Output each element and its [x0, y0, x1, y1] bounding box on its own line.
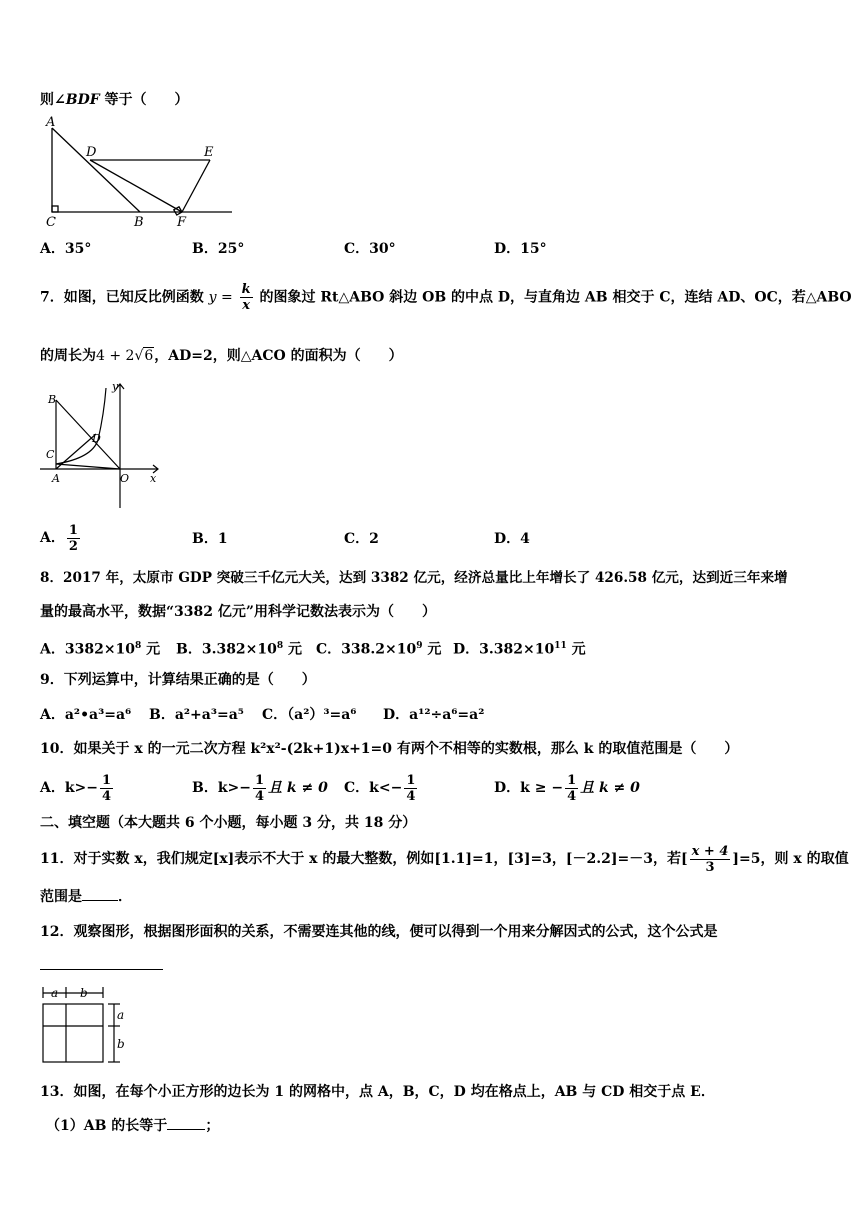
- q9-option-b: B．a²+a³=a⁵: [149, 707, 244, 723]
- q10-option-c: C．k<− $\frac{1}{4}$: [344, 772, 416, 804]
- q6-label-B: B: [134, 215, 144, 230]
- q6-option-a: A．35°: [40, 241, 92, 257]
- q13-stem: 13．如图，在每个小正方形的边长为 1 的网格中，点 A，B，C，D 均在格点上，AB 与 CD 相交于点 E．: [40, 1084, 715, 1100]
- q6-label-E: E: [204, 145, 214, 160]
- q6-label-C: C: [46, 215, 56, 230]
- q10-option-d: D．k ≥ − $\frac{1}{4}$ 且 k ≠ 0: [494, 772, 640, 804]
- q12-figure: [40, 984, 140, 1068]
- q7-option-d: D．4: [494, 531, 530, 547]
- q13-answer-blank[interactable]: [167, 1129, 205, 1130]
- q8-option-c: C．$338.2\times 10^9$ 元: [316, 641, 442, 658]
- q13-sub1: （1）AB 的长等于 ；: [46, 1118, 220, 1134]
- q12-label-b-top: b: [80, 986, 88, 1000]
- q7-label-x: x: [150, 472, 157, 485]
- q7-label-O: O: [120, 472, 130, 485]
- q12-stem: 12．观察图形，根据图形面积的关系，不需要连其他的线，便可以得到一个用来分解因式的公式，这个公式是: [40, 924, 718, 940]
- q7-option-a: A． $\frac{1}{2}$: [40, 522, 78, 554]
- q7-label-C: C: [46, 448, 55, 461]
- q9-option-c: C．（a²）³=a⁶: [262, 707, 357, 723]
- q12-label-a-top: a: [51, 986, 59, 1000]
- q6-stem: 则∠BDF 等于（ ）: [40, 92, 189, 108]
- q8-stem-line1: 8．2017 年，太原市 GDP 突破三千亿元大关，达到 3382 亿元，经济总量比上年增长了 426.58 亿元，达到近三年来增: [40, 570, 788, 586]
- section-2-heading: 二、填空题（本大题共 6 个小题，每小题 3 分，共 18 分）: [40, 815, 417, 831]
- q6-label-D: D: [86, 145, 97, 160]
- q9-option-a: A．a²•a³=a⁶: [40, 707, 132, 723]
- q11-stem-line2: 范围是 ．: [40, 889, 132, 905]
- q8-option-d: D．$3.382\times 10^{11}$ 元: [453, 641, 586, 658]
- q11-stem-line1: 11．对于实数 x，我们规定[x]表示不大于 x 的最大整数，例如[1.1]=1，[3]=3，[－2.2]=－3，若[ $\frac{x + 4}{3}$ ]=5，则 x 的取值: [40, 843, 849, 875]
- q7-figure: [40, 378, 170, 508]
- q7-option-b: B．1: [192, 531, 228, 547]
- q8-option-b: B．$3.382\times 10^8$ 元: [176, 641, 303, 658]
- q9-stem: 9．下列运算中，计算结果正确的是（ ）: [40, 672, 316, 688]
- q7-label-D: D: [92, 432, 101, 445]
- q10-option-b: B．k>− $\frac{1}{4}$ 且 k ≠ 0: [192, 772, 328, 804]
- q7-label-A: A: [52, 472, 60, 485]
- q6-option-b: B．25°: [192, 241, 245, 257]
- q12-label-b-side: b: [117, 1037, 125, 1051]
- q8-stem-line2: 量的最高水平，数据“3382 亿元”用科学记数法表示为（ ）: [40, 604, 436, 620]
- q12-answer-blank[interactable]: [40, 969, 163, 970]
- q6-option-d: D．15°: [494, 241, 547, 257]
- q7-label-B: B: [48, 393, 57, 406]
- q7-label-y: y: [112, 380, 119, 393]
- q6-figure: [40, 114, 240, 230]
- q8-option-a: A．$3382\times 10^8$ 元: [40, 641, 161, 658]
- q6-label-F: F: [177, 215, 187, 230]
- q7-function-fraction: $\frac{k}{x}$: [241, 282, 251, 313]
- q10-option-a: A．k>− $\frac{1}{4}$: [40, 772, 112, 804]
- q9-option-d: D．a¹²÷a⁶=a²: [383, 707, 485, 723]
- q7-stem-line1: 7．如图，已知反比例函数 y = $\frac{k}{x}$ 的图象过 Rt△ABO 斜边 OB 的中点 D，与直角边 AB 相交于 C，连结 AD、OC，若△ABO: [40, 282, 852, 313]
- q7-stem-line2: 的周长为4 + 2√6，AD=2，则△ACO 的面积为（ ）: [40, 348, 403, 364]
- q10-stem: 10．如果关于 x 的一元二次方程 k²x²-(2k+1)x+1=0 有两个不相等的实数根，那么 k 的取值范围是（ ）: [40, 741, 739, 757]
- q6-option-c: C．30°: [344, 241, 396, 257]
- q12-label-a-side: a: [117, 1008, 125, 1022]
- q6-label-A: A: [46, 115, 56, 130]
- q7-option-c: C．2: [344, 531, 379, 547]
- q11-answer-blank[interactable]: [82, 900, 118, 901]
